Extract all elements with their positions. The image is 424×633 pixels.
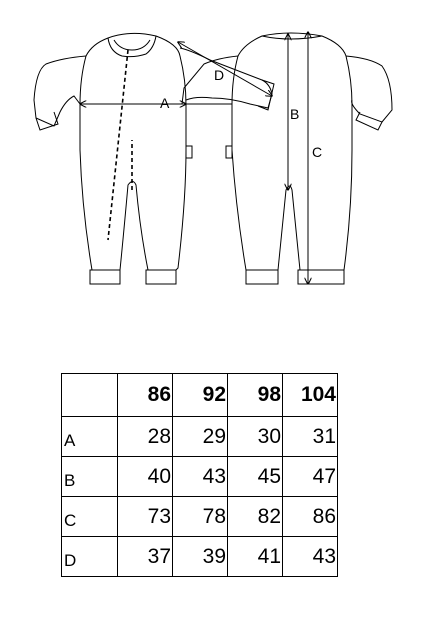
size-chart-table [61, 373, 338, 577]
front-side-tab [186, 146, 192, 158]
back-left-leg-cuff [246, 270, 278, 284]
table-row [62, 417, 338, 457]
table-cell: 43 [173, 457, 228, 497]
table-cell: 86 [283, 497, 338, 537]
table-row [62, 457, 338, 497]
back-left-sleeve [182, 56, 238, 104]
table-cell: 78 [173, 497, 228, 537]
back-body-outline [232, 33, 352, 270]
garment-diagram [0, 0, 424, 300]
front-collar-inner [114, 40, 150, 50]
back-collar [262, 36, 322, 39]
back-right-leg-cuff [298, 270, 344, 284]
corner-cell [62, 374, 118, 417]
front-right-sleeve [180, 48, 272, 108]
table-cell: 45 [228, 457, 283, 497]
size-header: 86 [118, 374, 173, 417]
measure-c-label: C [312, 144, 323, 160]
table-cell: 47 [283, 457, 338, 497]
measure-d-line [178, 42, 272, 96]
front-zipper [108, 50, 128, 240]
row-label: C [62, 497, 118, 537]
back-right-sleeve [346, 56, 392, 122]
front-body-outline [80, 33, 186, 270]
table-cell: 41 [228, 537, 283, 577]
table-row [62, 537, 338, 577]
size-header: 104 [283, 374, 338, 417]
row-label: A [62, 417, 118, 457]
table-cell: 73 [118, 497, 173, 537]
table-cell: 30 [228, 417, 283, 457]
size-header-row [62, 374, 338, 417]
table-cell: 40 [118, 457, 173, 497]
table-row [62, 497, 338, 537]
table-cell: 28 [118, 417, 173, 457]
front-right-leg-cuff [146, 270, 176, 284]
measurements [80, 32, 308, 284]
front-left-cuff [36, 112, 58, 130]
back-side-tab [226, 146, 232, 158]
front-left-leg-cuff [90, 270, 120, 284]
front-left-sleeve [34, 56, 86, 126]
front-collar [108, 36, 156, 57]
size-header: 92 [173, 374, 228, 417]
row-label: B [62, 457, 118, 497]
measure-d-label: D [214, 67, 225, 83]
size-header: 98 [228, 374, 283, 417]
measure-a-label: A [160, 95, 170, 111]
row-label: D [62, 537, 118, 577]
table-cell: 39 [173, 537, 228, 577]
measure-b-label: B [290, 106, 300, 122]
table-cell: 43 [283, 537, 338, 577]
table-cell: 29 [173, 417, 228, 457]
front-view [34, 33, 274, 284]
table-cell: 31 [283, 417, 338, 457]
table-cell: 37 [118, 537, 173, 577]
front-right-cuff [258, 80, 274, 110]
table-cell: 82 [228, 497, 283, 537]
